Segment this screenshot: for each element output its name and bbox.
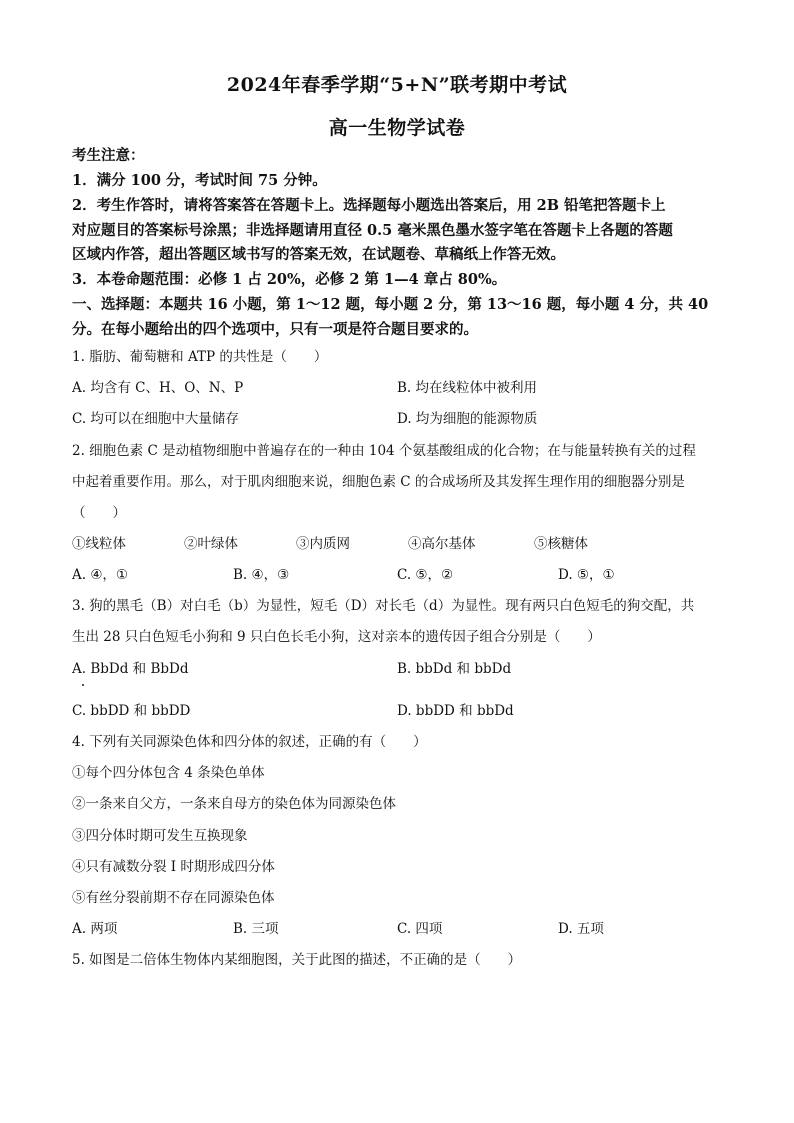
q2-option-d: D. ⑤，①	[558, 567, 615, 583]
stray-mark	[82, 684, 84, 686]
q2-stem-line3: （ ）	[72, 505, 126, 521]
q4-statement-3: ③四分体时期可发生互换现象	[72, 828, 248, 844]
q4-statement-5: ⑤有丝分裂前期不存在同源染色体	[72, 890, 275, 906]
notice-item-3: 3．本卷命题范围：必修 1 占 20%，必修 2 第 1—4 章占 80%。	[72, 271, 507, 288]
q2-organelle-5: ⑤核糖体	[534, 536, 588, 552]
q3-option-c: C. bbDD 和 bbDD	[72, 703, 191, 719]
q4-statement-4: ④只有减数分裂 I 时期形成四分体	[72, 859, 275, 875]
q1-stem: 1. 脂肪、葡萄糖和 ATP 的共性是（ ）	[72, 349, 328, 365]
q2-organelle-1: ①线粒体	[72, 536, 126, 552]
q3-stem-line2: 生出 28 只白色短毛小狗和 9 只白色长毛小狗，这对亲本的遗传因子组合分别是（ ）	[72, 629, 601, 645]
q2-option-a: A. ④，①	[72, 567, 129, 583]
notice-item-2: 2．考生作答时，请将答案答在答题卡上。选择题每小题选出答案后，用 2B 铅笔把答题卡上	[72, 197, 666, 214]
q2-stem-line2: 中起着重要作用。那么，对于肌肉细胞来说，细胞色素 C 的合成场所及其发挥生理作用的细胞器分别是	[72, 474, 685, 490]
q4-option-b: B. 三项	[233, 921, 279, 937]
q2-organelle-4: ④高尔基体	[408, 536, 476, 552]
q1-option-d: D. 均为细胞的能源物质	[397, 411, 538, 427]
q5-stem: 5. 如图是二倍体生物体内某细胞图，关于此图的描述，不正确的是（ ）	[72, 952, 522, 968]
q3-option-a: A. BbDd 和 BbDd	[72, 661, 189, 677]
exam-title: 2024年春季学期“5+N”联考期中考试	[226, 74, 568, 96]
q3-option-d: D. bbDD 和 bbDd	[397, 703, 514, 719]
q4-statement-1: ①每个四分体包含 4 条染色单体	[72, 765, 265, 781]
q1-option-a: A. 均含有 C、H、O、N、P	[72, 380, 244, 396]
q2-organelle-2: ②叶绿体	[184, 536, 238, 552]
notice-item-1: 1．满分 100 分，考试时间 75 分钟。	[72, 172, 327, 189]
q4-option-a: A. 两项	[72, 921, 118, 937]
q3-option-b: B. bbDd 和 bbDd	[397, 661, 512, 677]
q2-organelle-3: ③内质网	[296, 536, 350, 552]
q4-option-d: D. 五项	[558, 921, 604, 937]
notice-item-2-cont: 对应题目的答案标号涂黑；非选择题请用直径 0.5 毫米黑色墨水签字笔在答题卡上各题的答题	[72, 222, 673, 239]
q2-stem-line1: 2. 细胞色素 C 是动植物细胞中普遍存在的一种由 104 个氨基酸组成的化合物；在与能量转换有关的过程	[72, 443, 696, 459]
q1-option-b: B. 均在线粒体中被利用	[397, 380, 538, 396]
notice-heading: 考生注意：	[72, 147, 145, 164]
section-heading-line1: 一、选择题：本题共 16 小题，第 1～12 题，每小题 2 分，第 13～16 题，每小题 4 分，共 40	[72, 296, 709, 313]
q3-stem-line1: 3. 狗的黑毛（B）对白毛（b）为显性，短毛（D）对长毛（d）为显性。现有两只白色短毛的狗交配，共	[72, 598, 695, 614]
q4-statement-2: ②一条来自父方，一条来自母方的染色体为同源染色体	[72, 796, 396, 812]
q4-option-c: C. 四项	[397, 921, 443, 937]
exam-subtitle: 高一生物学试卷	[328, 117, 466, 139]
notice-item-2-cont2: 区域内作答，超出答题区域书写的答案无效，在试题卷、草稿纸上作答无效。	[72, 246, 565, 263]
q2-option-b: B. ④，③	[233, 567, 290, 583]
q4-stem: 4. 下列有关同源染色体和四分体的叙述，正确的有（ ）	[72, 734, 427, 750]
q2-option-c: C. ⑤，②	[397, 567, 454, 583]
section-heading-line2: 分。在每小题给出的四个选项中，只有一项是符合题目要求的。	[72, 321, 478, 338]
q1-option-c: C. 均可以在细胞中大量储存	[72, 411, 239, 427]
